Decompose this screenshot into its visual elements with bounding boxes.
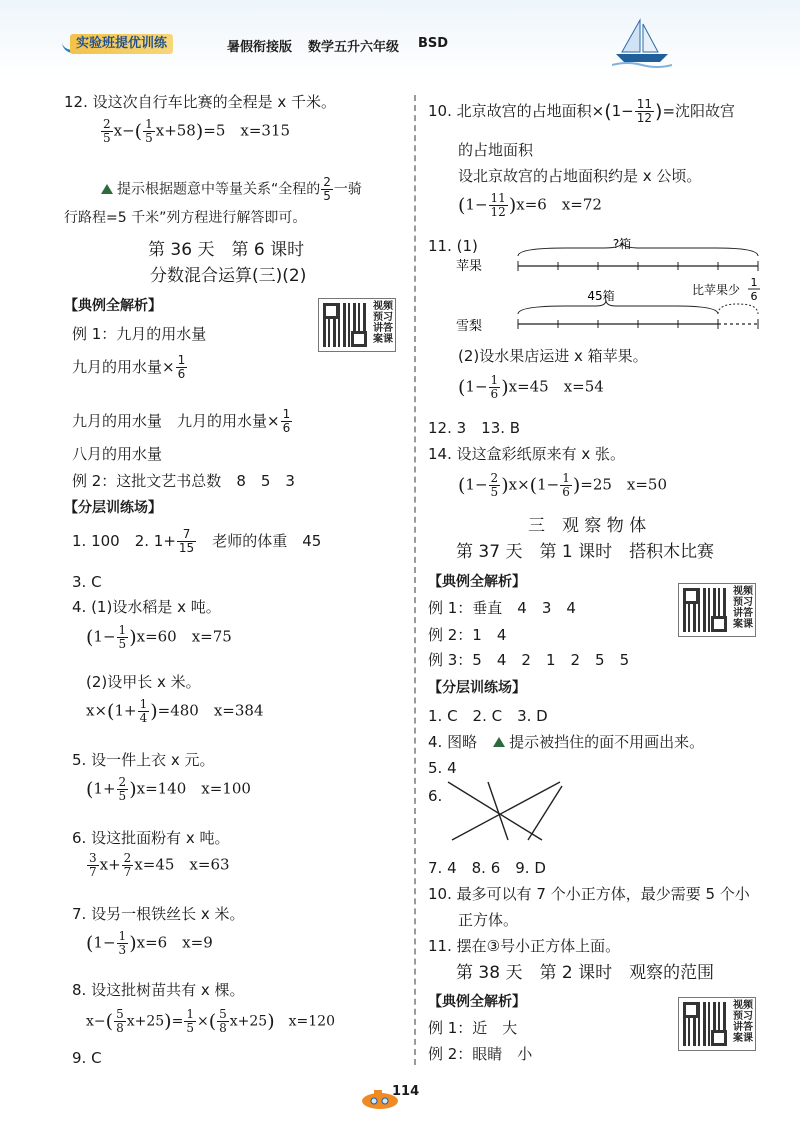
answer-3: 3. C bbox=[72, 573, 102, 591]
answer-8-eq: x−( $\frac{5}{8}$ x+25)= $\frac{1}{5}$ ×( $\frac{5}{8}$ x+25) x=120 bbox=[86, 1007, 335, 1035]
day36-title: 第 36 天 第 6 课时 bbox=[148, 240, 305, 260]
pear-brace-right bbox=[606, 300, 718, 314]
diagram-less-num: 1 bbox=[750, 276, 758, 289]
answer-4-2: (2)设甲长 x 米。 bbox=[86, 673, 201, 691]
column-divider bbox=[414, 95, 416, 1065]
diagram-question-label: ?箱 bbox=[612, 237, 632, 251]
diagram-apple-label: 苹果 bbox=[456, 259, 483, 274]
answer-1-2: 1. 100 2. 1+ $\frac{7}{15}$ 老师的体重 45 bbox=[72, 527, 322, 555]
sailboat-icon bbox=[612, 18, 672, 68]
q11-eq: (1− $\frac{1}{6}$ )x=45 x=54 bbox=[458, 373, 604, 401]
ex1-line4: 八月的用水量 bbox=[72, 445, 163, 463]
diagram-less-den: 6 bbox=[750, 290, 758, 303]
qr-label: 视频预习讲答案课 bbox=[373, 301, 393, 345]
day37-title: 第 37 天 第 1 课时 搭积木比赛 bbox=[456, 542, 715, 562]
q12-equation: $\frac{2}{5}$ x−( $\frac{1}{5}$ x+58)=5 x=315 bbox=[103, 117, 291, 145]
r-c2: 例 2：眼睛 小 bbox=[428, 1045, 533, 1063]
qr-code-3[interactable] bbox=[678, 997, 756, 1051]
unit3-title: 三 观 察 物 体 bbox=[528, 516, 647, 536]
apple-brace bbox=[518, 242, 758, 256]
segment-diagram bbox=[456, 234, 766, 344]
hint-1-cont: 行路程=5 千米”列方程进行解答即可。 bbox=[64, 210, 307, 226]
day36-topic: 分数混合运算(三)(2) bbox=[150, 266, 307, 286]
section-example-r1: 【典例全解析】 bbox=[428, 574, 526, 590]
answer-4-1: 4. (1)设水稻是 x 吨。 bbox=[72, 598, 221, 616]
r-ex2: 例 2：1 4 bbox=[428, 626, 507, 644]
q11-2: (2)设水果店运进 x 箱苹果。 bbox=[458, 347, 648, 365]
q10-eq: (1− $\frac{11}{12}$ )x=6 x=72 bbox=[458, 191, 602, 219]
answer-4-2-eq: x×(1+ $\frac{1}{4}$ )=480 x=384 bbox=[86, 697, 264, 725]
hint-icon bbox=[100, 183, 114, 195]
ex1-label: 例 1：九月的用水量 bbox=[72, 325, 207, 343]
hint-1: 提示根据题意中等量关系“全程的 $\frac{2}{5}$ 一骑 bbox=[100, 176, 362, 203]
qr-label: 视频预习讲答案课 bbox=[733, 1000, 753, 1044]
r-b7: 7. 4 8. 6 9. D bbox=[428, 859, 546, 877]
q14-eq: (1− $\frac{2}{5}$ )x×(1− $\frac{1}{6}$ )=25 x=50 bbox=[458, 471, 668, 499]
qr-code-2[interactable] bbox=[678, 583, 756, 637]
ex2-line: 例 2：这批文艺书总数 8 5 3 bbox=[72, 472, 295, 490]
answer-9: 9. C bbox=[72, 1049, 102, 1067]
page-number: 114 bbox=[392, 1084, 420, 1099]
r-b4: 4. 图略 提示被挡住的面不用画出来。 bbox=[428, 733, 705, 751]
brand-title: 实验班提优训练 bbox=[70, 34, 173, 54]
q10-line3: 设北京故宫的占地面积约是 x 公顷。 bbox=[458, 167, 702, 185]
ex1-line2: 九月的用水量× $\frac{1}{6}$ bbox=[72, 353, 186, 381]
section-practice: 【分层训练场】 bbox=[64, 500, 162, 516]
q12-13: 12. 3 13. B bbox=[428, 419, 521, 437]
r-b10a: 10. 最多可以有 7 个小正方体，最少需要 5 个小 bbox=[428, 885, 750, 903]
r-b1: 1. C 2. C 3. D bbox=[428, 707, 548, 725]
answer-5: 5. 设一件上衣 x 元。 bbox=[72, 751, 215, 769]
answer-8: 8. 设这批树苗共有 x 棵。 bbox=[72, 981, 245, 999]
less-brace bbox=[718, 304, 758, 314]
r-ex1: 例 1：垂直 4 3 4 bbox=[428, 599, 576, 617]
q11-label: 11. (1) bbox=[428, 237, 478, 255]
day38-title: 第 38 天 第 2 课时 观察的范围 bbox=[456, 963, 715, 983]
section-example: 【典例全解析】 bbox=[64, 298, 162, 314]
page-header bbox=[0, 0, 800, 78]
section-example-r2: 【典例全解析】 bbox=[428, 994, 526, 1010]
diagram-45-label: 45箱 bbox=[587, 289, 615, 303]
r-c1: 例 1：近 大 bbox=[428, 1019, 518, 1037]
answer-6: 6. 设这批面粉有 x 吨。 bbox=[72, 829, 230, 847]
diagram-pear-label: 雪梨 bbox=[456, 319, 483, 334]
diagram-less-label: 比苹果少 bbox=[692, 283, 741, 297]
q14: 14. 设这盒彩纸原来有 x 张。 bbox=[428, 445, 626, 463]
matching-lines-figure bbox=[442, 778, 572, 846]
answer-6-eq: $\frac{3}{7}$ x+ $\frac{2}{7}$ x=45 x=63 bbox=[89, 851, 230, 879]
answer-4-1-eq: (1− $\frac{1}{5}$ )x=60 x=75 bbox=[86, 623, 232, 651]
qr-pattern bbox=[683, 1002, 727, 1046]
qr-pattern bbox=[683, 588, 727, 632]
r-b10b: 正方体。 bbox=[458, 911, 519, 929]
section-practice-r: 【分层训练场】 bbox=[428, 680, 526, 696]
hint-icon bbox=[492, 736, 506, 748]
r-b6: 6. bbox=[428, 787, 443, 805]
publisher-label: BSD bbox=[418, 36, 449, 51]
q10-line2: 的占地面积 bbox=[458, 141, 534, 159]
subject-label: 数学五升六年级 bbox=[308, 40, 400, 55]
answer-7: 7. 设另一根铁丝长 x 米。 bbox=[72, 905, 245, 923]
edition-label: 暑假衔接版 bbox=[227, 40, 293, 55]
r-b5: 5. 4 bbox=[428, 759, 457, 777]
qr-code-1[interactable] bbox=[318, 298, 396, 352]
answer-5-eq: (1+ $\frac{2}{5}$ )x=140 x=100 bbox=[86, 775, 251, 803]
q12-label: 12. 设这次自行车比赛的全程是 x 千米。 bbox=[64, 93, 337, 111]
qr-label: 视频预习讲答案课 bbox=[733, 586, 753, 630]
q10-line1: 10. 北京故宫的占地面积×(1− $\frac{11}{12}$ )=沈阳故宫 bbox=[428, 97, 736, 125]
ex1-line3: 九月的用水量 九月的用水量× $\frac{1}{6}$ bbox=[72, 407, 291, 435]
qr-pattern bbox=[323, 303, 367, 347]
r-b11: 11. 摆在③号小正方体上面。 bbox=[428, 937, 621, 955]
r-ex3: 例 3：5 4 2 1 2 5 5 bbox=[428, 651, 630, 669]
answer-7-eq: (1− $\frac{1}{3}$ )x=6 x=9 bbox=[86, 929, 213, 957]
